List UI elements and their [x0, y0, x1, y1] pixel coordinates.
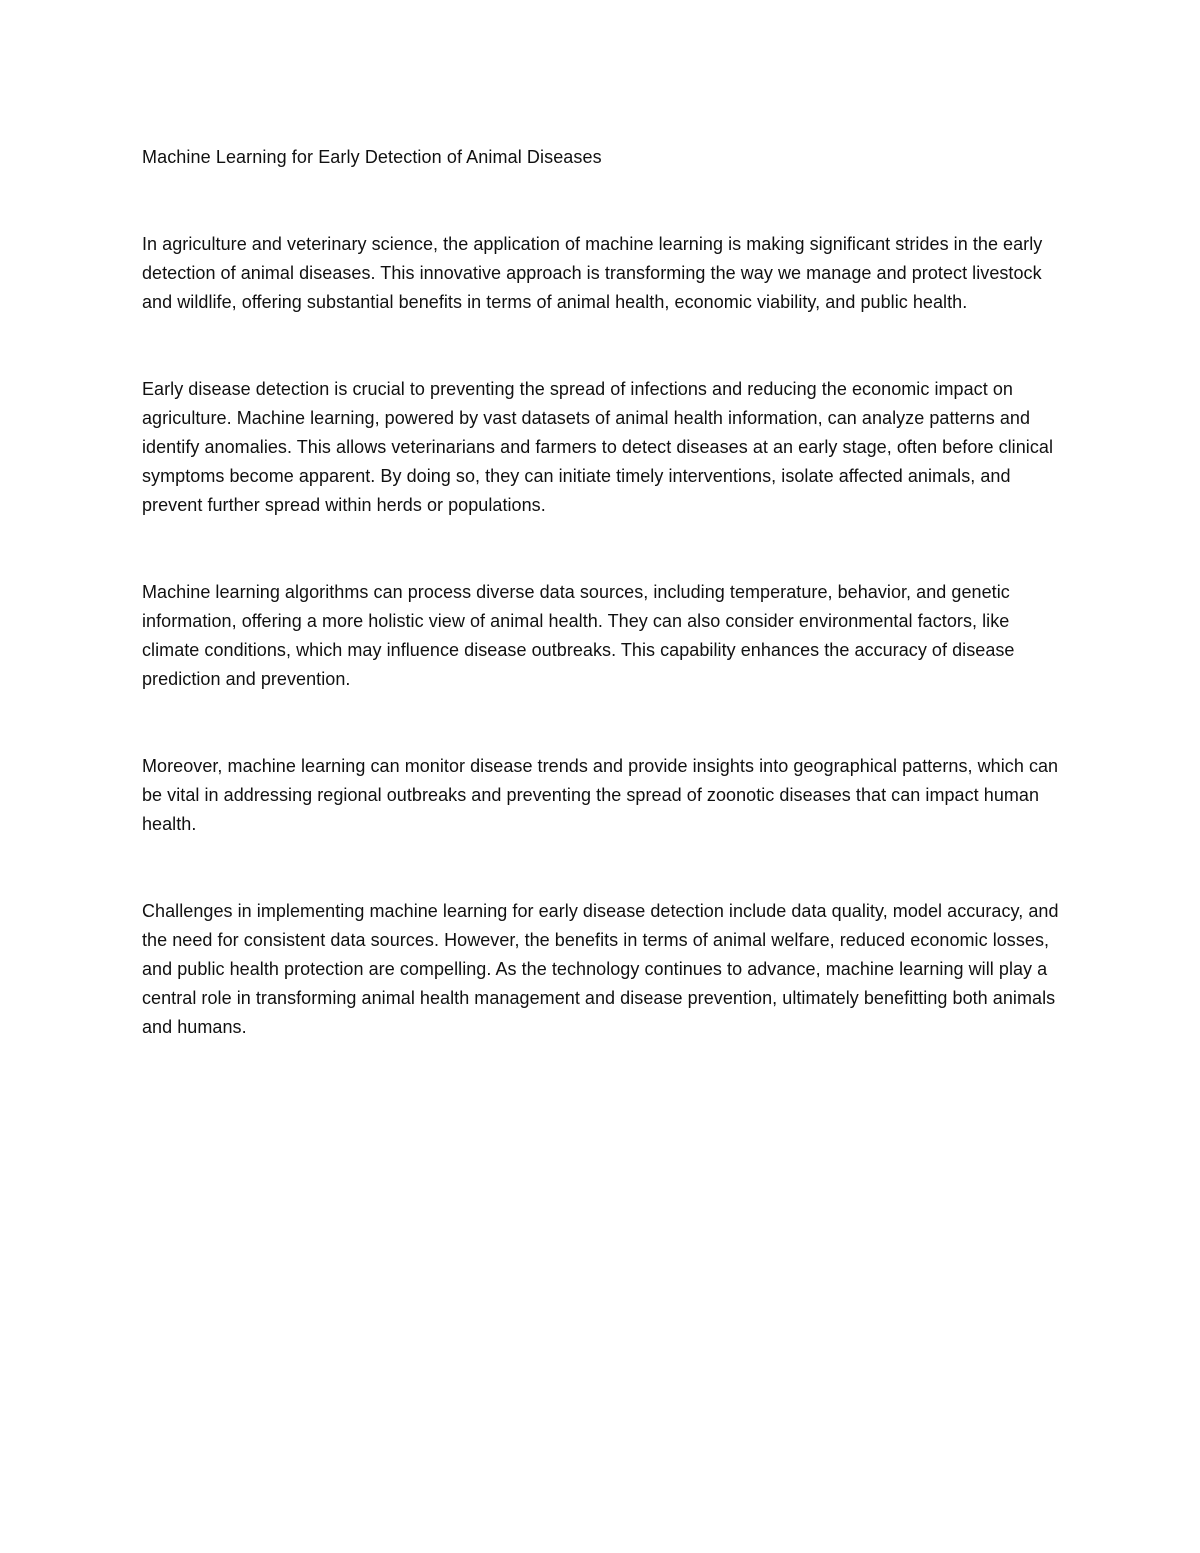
paragraph-challenges: Challenges in implementing machine learning for early disease detection include data quality, model accuracy, and the need for consistent data sources. However, the benefits in terms of animal welfare, reduced economic losses, and public health protection are compelling. As the technology continues to advance, machine learning will play a central role in transforming animal health management and disease prevention, ultimately benefitting both animals and humans. — [142, 901, 1059, 1037]
document-title: Machine Learning for Early Detection of Animal Diseases — [142, 147, 602, 167]
document-body — [142, 143, 1062, 1100]
paragraph-data-sources: Machine learning algorithms can process diverse data sources, including temperature, behavior, and genetic information, offering a more holistic view of animal health. They can also consider environmental factors, like climate conditions, which may influence disease outbreaks. This capability enhances the accuracy of disease prediction and prevention. — [142, 582, 1015, 689]
paragraph-disease-trends: Moreover, machine learning can monitor disease trends and provide insights into geographical patterns, which can be vital in addressing regional outbreaks and preventing the spread of zoonotic diseases that can impact human health. — [142, 756, 1059, 834]
paragraph-intro: In agriculture and veterinary science, the application of machine learning is making significant strides in the early detection of animal diseases. This innovative approach is transforming the way we manage and protect livestock and wildlife, offering substantial benefits in terms of animal health, economic viability, and public health. — [142, 234, 1043, 312]
paragraph-early-detection: Early disease detection is crucial to preventing the spread of infections and reducing the economic impact on agriculture. Machine learning, powered by vast datasets of animal health information, can analyze patterns and identify anomalies. This allows veterinarians and farmers to detect diseases at an early stage, often before clinical symptoms become apparent. By doing so, they can initiate timely interventions, isolate affected animals, and prevent further spread within herds or populations. — [142, 379, 1053, 515]
